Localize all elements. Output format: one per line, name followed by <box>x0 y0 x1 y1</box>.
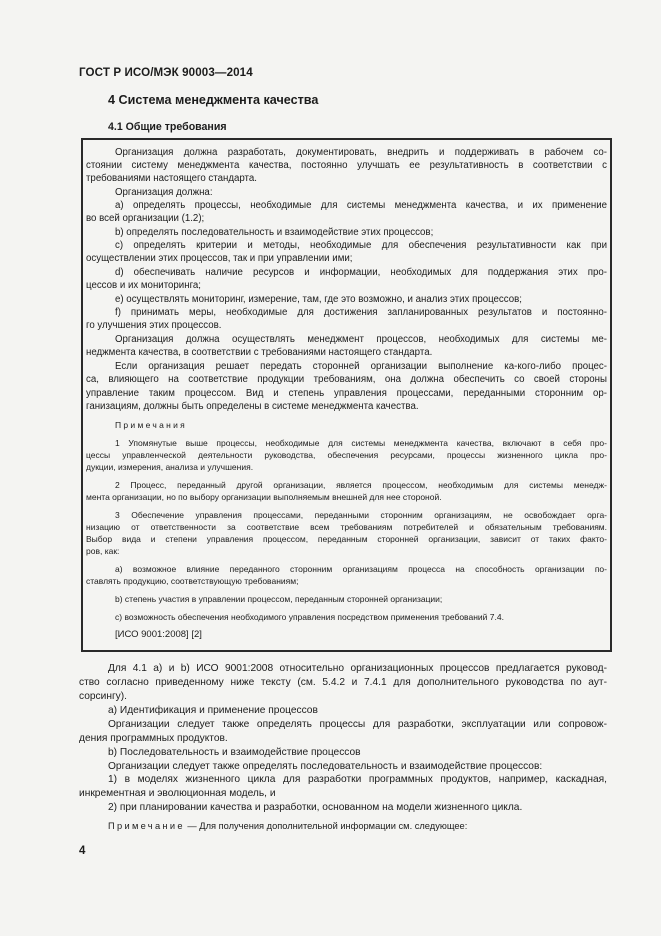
notes-label: Примечания <box>115 420 188 430</box>
box-line: ганизациям, должны быть определены в системе менеджмента качества. <box>86 401 419 412</box>
box-line: a) определять процессы, необходимые для системы менеджмента качества, и их применение <box>115 200 607 211</box>
note-line: ров, как: <box>86 546 120 556</box>
box-line: стоянии систему менеджмента качества, постоянно улучшать ее результативность в соответствии с <box>86 160 607 171</box>
body-line: b) Последовательность и взаимодействие процессов <box>108 747 361 758</box>
box-line: неджмента качества, в соответствии с требованиями настоящего стандарта. <box>86 347 433 358</box>
box-line: цессов и их мониторинга; <box>86 280 201 291</box>
box-line: во всей организации (1.2); <box>86 213 205 224</box>
body-line: 2) при планировании качества и разработки, основанном на модели жизненного цикла. <box>108 802 523 813</box>
box-line: Организация должна разработать, документировать, внедрить и поддерживать в рабочем со- <box>115 147 607 158</box>
body-line: 1) в моделях жизненного цикла для разработки программных продуктов, например, каскадная, <box>108 774 607 785</box>
body-note-label: Примечание <box>108 821 185 831</box>
body-line: Организации следует также определять процессы для разработки, эксплуатации или сопровож- <box>108 719 607 730</box>
body-line: сорсингу). <box>79 691 127 702</box>
note-line: мента организации, но по выбору организации выполняемым внешней для нее стороной. <box>86 492 442 502</box>
note-line: низацию от ответственности за соответствие всем требованиям потребителей и обязательным требованиям. <box>86 522 607 532</box>
note-line: a) возможное влияние переданного сторонним организациям процесса на способность организации по- <box>115 564 607 574</box>
note-line: ставлять продукцию, соответствующую требованиям; <box>86 576 299 586</box>
body-line: a) Идентификация и применение процессов <box>108 705 318 716</box>
box-line: Организация должна: <box>115 187 213 198</box>
box-line: управление таким процессом. Вид и степень управления процессами, переданными сторонним ор- <box>86 388 607 399</box>
note-line: 3 Обеспечение управления процессами, переданными сторонним организациям, не освобождает орга- <box>115 510 607 520</box>
note-line: 2 Процесс, переданный другой организации, является процессом, необходимым для системы менедж- <box>115 480 607 490</box>
subsection-heading: 4.1 Общие требования <box>108 121 227 133</box>
body-note <box>108 820 467 832</box>
box-line: d) обеспечивать наличие ресурсов и информации, необходимых для поддержания этих про- <box>115 267 607 278</box>
box-line: Организация должна осуществлять менеджмент процессов, необходимых для системы ме- <box>115 334 607 345</box>
body-line: Организации следует также определять последовательность и взаимодействие процессов: <box>108 761 543 772</box>
note-line: дукции, измерения, анализа и улучшения. <box>86 462 254 472</box>
iso-reference: [ИСО 9001:2008] [2] <box>115 629 202 640</box>
note-line: 1 Упомянутые выше процессы, необходимые для системы менеджмента качества, включают в себя про- <box>115 438 607 448</box>
box-line: требованиями настоящего стандарта. <box>86 173 257 184</box>
body-line: инкрементная и эволюционная модель, и <box>79 788 276 799</box>
box-line: го улучшения этих процессов. <box>86 320 222 331</box>
box-line: f) принимать меры, необходимые для достижения запланированных результатов и постоянно- <box>115 307 607 318</box>
body-line: дения программных продуктов. <box>79 733 228 744</box>
box-line: e) осуществлять мониторинг, измерение, там, где это возможно, и анализ этих процессов; <box>115 294 522 305</box>
document-header: ГОСТ Р ИСО/МЭК 90003—2014 <box>79 66 253 79</box>
box-line: c) определять критерии и методы, необходимые для обеспечения результативности как при <box>115 240 607 251</box>
box-line: Если организация решает передать сторонней организации выполнение ка-кого-либо процес- <box>115 361 607 372</box>
body-note-text: — Для получения дополнительной информации см. следующее: <box>184 821 468 831</box>
note-line: b) степень участия в управлении процессом, переданным сторонней организации; <box>115 594 443 604</box>
page-number: 4 <box>79 845 86 857</box>
note-line: цессы управленческой деятельности руководства, обеспечения ресурсами, процессы жизненного цикла про- <box>86 450 607 460</box>
box-line: осуществлении этих процессов, так и при управлении ими; <box>86 253 353 264</box>
box-line: b) определять последовательность и взаимодействие этих процессов; <box>115 227 434 238</box>
box-line: са, влияющего на соответствие продукции требованиям, она должна обеспечить со своей стороны <box>86 374 607 385</box>
body-line: ство согласно приведенному ниже тексту (см. 5.4.2 и 7.4.1 для дополнительного руководства по аут- <box>79 677 607 688</box>
section-heading: 4 Система менеджмента качества <box>108 93 319 107</box>
note-line: Выбор вида и степени управления процессом, переданным сторонней организации, зависит от таких факто- <box>86 534 607 544</box>
note-line: c) возможность обеспечения необходимого управления посредством применения требований 7.4. <box>115 612 504 622</box>
body-line: Для 4.1 a) и b) ИСО 9001:2008 относительно организационных процессов предлагается руковод- <box>108 663 607 674</box>
